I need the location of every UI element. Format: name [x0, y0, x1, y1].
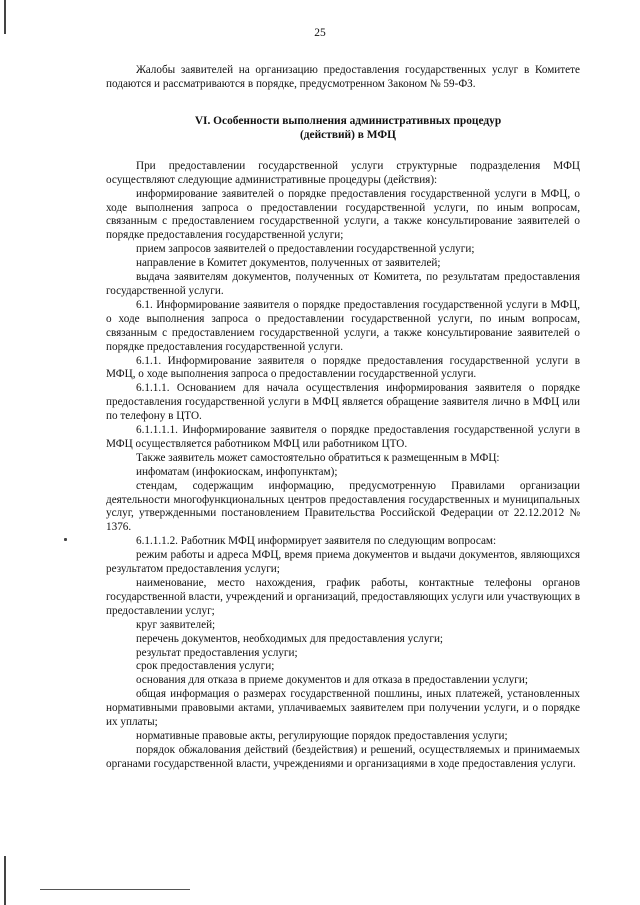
scan-edge-mark-bottom: [4, 856, 6, 905]
paragraph: результат предоставления услуги;: [136, 646, 298, 659]
paragraph: прием запросов заявителей о предоставлении государственной услуги;: [136, 243, 475, 256]
paragraph: Также заявитель может самостоятельно обратиться к размещенным в МФЦ:: [136, 451, 500, 464]
scan-speck: [64, 538, 67, 541]
section-heading: [106, 114, 580, 142]
paragraph: направление в Комитет документов, полученных от заявителей;: [136, 257, 441, 270]
paragraph: При предоставлении государственной услуги структурные подразделения МФЦ осуществляют следующие административные процедуры (действия):: [106, 159, 580, 186]
scan-bottom-line: [40, 889, 190, 890]
paragraph: круг заявителей;: [136, 618, 216, 631]
paragraph: режим работы и адреса МФЦ, время приема документов и выдачи документов, являющихся результатом предоставления услуги;: [106, 549, 580, 576]
paragraph: наименование, место нахождения, график работы, контактные телефоны органов государственной власти, учреждений и организаций, предоставляющих услуги или участвующих в предоставлении услуг;: [106, 577, 580, 617]
paragraph: информирование заявителей о порядке предоставления государственной услуги в МФЦ, о ходе выполнения запроса о предоставлении государственной услуги, по иным вопросам, связанным с предоставлением государственной услуги, а также консультирование заявителей о порядке предоставления государственной услуги;: [106, 187, 580, 242]
paragraph: нормативные правовые акты, регулирующие порядок предоставления услуги;: [136, 729, 508, 742]
section-heading-line2: (действий) в МФЦ: [300, 128, 396, 141]
paragraph: срок предоставления услуги;: [136, 660, 275, 673]
paragraph: общая информация о размерах государственной пошлины, иных платежей, установленных нормативными правовыми актами, уплачиваемых заявителем при получении услуги, и о порядке их уплаты;: [106, 688, 580, 729]
paragraph: 6.1.1. Информирование заявителя о порядке предоставления государственной услуги в МФЦ, о ходе выполнения запроса о предоставлении государственной услуги.: [106, 354, 580, 381]
paragraph: 6.1. Информирование заявителя о порядке предоставления государственной услуги в МФЦ, о ходе выполнения запроса о предоставлении государственной услуги, по иным вопросам, связанным с предоставлением государственной услуги, а также консультирование заявителей о порядке предоставления государственной услуги.: [106, 298, 580, 353]
intro-paragraph: Жалобы заявителей на организацию предоставления государственных услуг в Комитете подаются и рассматриваются в порядке, предусмотренном Законом № 59-ФЗ.: [106, 64, 580, 90]
paragraph: 6.1.1.1. Основанием для начала осуществления информирования заявителя о порядке предоставления государственной услуги в МФЦ является обращение заявителя лично в МФЦ или по телефону в ЦТО.: [106, 382, 580, 423]
paragraph: основания для отказа в приеме документов и для отказа в предоставлении услуги;: [136, 674, 528, 687]
paragraph: выдача заявителям документов, полученных от Комитета, по результатам предоставления государственной услуги.: [106, 271, 580, 297]
document-body: [106, 64, 580, 772]
paragraph: 6.1.1.1.1. Информирование заявителя о порядке предоставления государственной услуги в МФЦ осуществляется работником МФЦ или работником ЦТО.: [106, 424, 580, 450]
paragraph: стендам, содержащим информацию, предусмотренную Правилами организации деятельности многофункциональных центров предоставления государственных и муниципальных услуг, утвержденными постановлением Правительства Российской Федерации от 22.12.2012 № 1376.: [106, 479, 580, 534]
section-heading-line1: VI. Особенности выполнения административных процедур: [194, 114, 502, 127]
paragraph: порядок обжалования действий (бездействия) и решений, осуществляемых и принимаемых органами государственной власти, учреждениями и организациями в ходе предоставления услуги.: [106, 743, 580, 770]
paragraph: 6.1.1.1.2. Работник МФЦ информирует заявителя по следующим вопросам:: [136, 535, 497, 548]
page-number: 25: [314, 27, 326, 39]
paragraph: перечень документов, необходимых для предоставления услуги;: [136, 632, 444, 645]
paragraph: инфоматам (инфокиоскам, инфопунктам);: [136, 465, 338, 478]
